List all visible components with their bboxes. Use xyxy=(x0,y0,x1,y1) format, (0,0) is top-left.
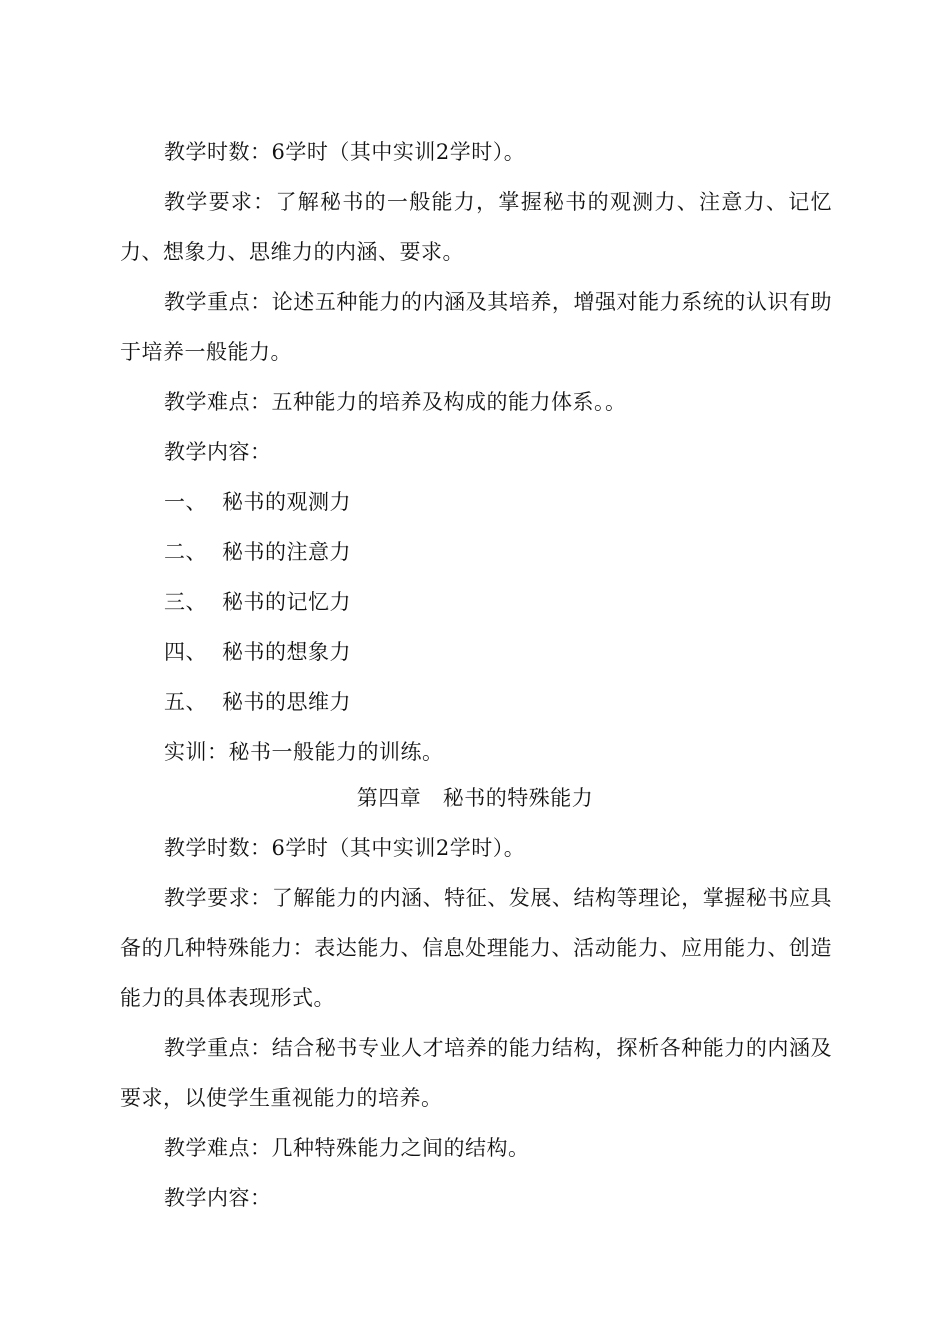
section-b-hours: 教学时数：6学时（其中实训2学时）。 xyxy=(164,836,526,860)
section-b-key-points: 教学重点：结合秘书专业人才培养的能力结构，探析各种能力的内涵及要求，以使学生重视能力的培养。 xyxy=(120,1036,832,1110)
section-b-content-heading: 教学内容： xyxy=(164,1186,272,1210)
list-item xyxy=(164,577,351,627)
section-a-practice: 实训：秘书一般能力的训练。 xyxy=(164,740,444,764)
list-item-number: 四、 xyxy=(164,640,207,664)
section-a-requirements: 教学要求：了解秘书的一般能力，掌握秘书的观测力、注意力、记忆力、想象力、思维力的内涵、要求。 xyxy=(120,190,832,264)
list-item xyxy=(164,677,351,727)
section-a-content-heading: 教学内容： xyxy=(164,440,272,464)
section-a-difficulties: 教学难点：五种能力的培养及构成的能力体系。。 xyxy=(164,390,627,414)
list-item-number: 二、 xyxy=(164,540,207,564)
list-item-text: 秘书的想象力 xyxy=(222,640,351,664)
list-item xyxy=(164,477,351,527)
list-item-text: 秘书的观测力 xyxy=(222,490,351,514)
section-b-requirements: 教学要求：了解能力的内涵、特征、发展、结构等理论，掌握秘书应具备的几种特殊能力：表达能力、信息处理能力、活动能力、应用能力、创造能力的具体表现形式。 xyxy=(120,886,832,1010)
list-item xyxy=(164,627,351,677)
list-item-text: 秘书的记忆力 xyxy=(222,590,351,614)
section-b-difficulties: 教学难点：几种特殊能力之间的结构。 xyxy=(164,1136,530,1160)
section-a-key-points: 教学重点：论述五种能力的内涵及其培养，增强对能力系统的认识有助于培养一般能力。 xyxy=(120,290,832,364)
chapter-title: 第四章 秘书的特殊能力 xyxy=(356,786,594,810)
section-a-hours: 教学时数：6学时（其中实训2学时）。 xyxy=(164,140,526,164)
list-item xyxy=(164,527,351,577)
list-item-number: 三、 xyxy=(164,590,207,614)
list-item-text: 秘书的思维力 xyxy=(222,690,351,714)
list-item-number: 一、 xyxy=(164,490,207,514)
list-item-number: 五、 xyxy=(164,690,207,714)
list-item-text: 秘书的注意力 xyxy=(222,540,351,564)
